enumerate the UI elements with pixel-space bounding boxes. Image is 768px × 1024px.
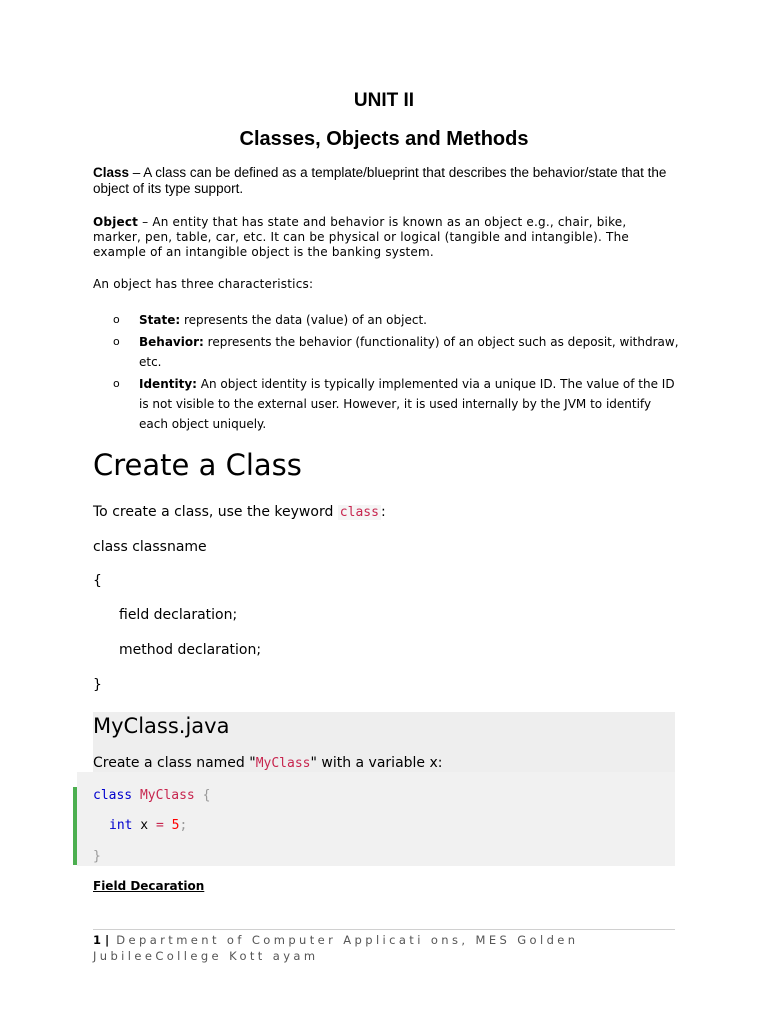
code-open-brace: { [202, 788, 211, 803]
code-accent-bar [73, 787, 77, 865]
example-desc-text: Create a class named " [93, 755, 256, 771]
example-heading: MyClass.java [93, 714, 230, 738]
example-class-name: MyClass [255, 756, 311, 771]
page-number: 1 | [93, 933, 110, 947]
create-intro [93, 504, 386, 520]
create-class-heading: Create a Class [93, 448, 302, 482]
object-term: Object [93, 215, 139, 229]
item-text: An object identity is typically implemented via a unique ID. The value of the ID is not visible to the external user. However, it is used internally by the JVM to identify each object uniquely. [139, 377, 675, 431]
characteristics-list [113, 310, 683, 436]
syntax-method: method declaration; [119, 642, 262, 658]
field-declaration-heading: Field Decaration [93, 879, 205, 893]
bullet-icon: o [113, 313, 120, 326]
item-term: Behavior: [139, 335, 204, 349]
code-close-brace: } [93, 849, 101, 864]
class-def-text: – A class can be defined as a template/blueprint that describes the behavior/state that the object of its type support. [93, 165, 667, 196]
code-line-1 [93, 788, 210, 803]
unit-title: UNIT II [353, 90, 415, 111]
example-desc-after: " with a variable x: [310, 755, 443, 771]
object-def-text: – An entity that has state and behavior is known as an object e.g., chair, bike, marker, pen, table, car, etc. It can be physical or logical (tangible and intangible). The example of an intangible object is the banking system. [93, 215, 629, 259]
footer-divider [93, 929, 675, 930]
code-line-2 [109, 818, 187, 833]
code-class-name: MyClass [139, 788, 195, 803]
code-variable: x [132, 818, 156, 833]
syntax-open-brace: { [93, 573, 102, 589]
item-term: Identity: [139, 377, 197, 391]
list-item [113, 310, 683, 330]
class-term: Class [93, 165, 130, 180]
item-text: represents the behavior (functionality) of an object such as deposit, withdraw, etc. [139, 335, 679, 369]
syntax-line-class: class classname [93, 539, 207, 555]
object-definition [93, 215, 673, 260]
syntax-field: field declaration; [119, 607, 238, 623]
code-number: 5 [171, 818, 180, 833]
page-footer [93, 932, 693, 964]
create-intro-colon: : [380, 504, 386, 520]
code-semicolon: ; [179, 818, 188, 833]
code-keyword-class: class [93, 788, 133, 803]
bullet-icon: o [113, 377, 120, 390]
code-equals: = [155, 818, 164, 833]
footer-text: Department of Computer Applicati ons, MES Golden JubileeCollege Kott ayam [93, 933, 579, 963]
create-intro-text: To create a class, use the keyword [93, 504, 338, 520]
list-item [113, 332, 683, 372]
code-keyword-int: int [109, 818, 133, 833]
class-definition [93, 165, 683, 197]
item-text: represents the data (value) of an object. [180, 313, 427, 327]
class-keyword: class [339, 505, 379, 520]
page-title: Classes, Objects and Methods [239, 128, 529, 150]
syntax-close-brace: } [93, 677, 102, 693]
bullet-icon: o [113, 335, 120, 348]
example-description [93, 755, 443, 771]
list-item [113, 374, 683, 434]
characteristics-intro: An object has three characteristics: [93, 277, 314, 291]
item-term: State: [139, 313, 181, 327]
